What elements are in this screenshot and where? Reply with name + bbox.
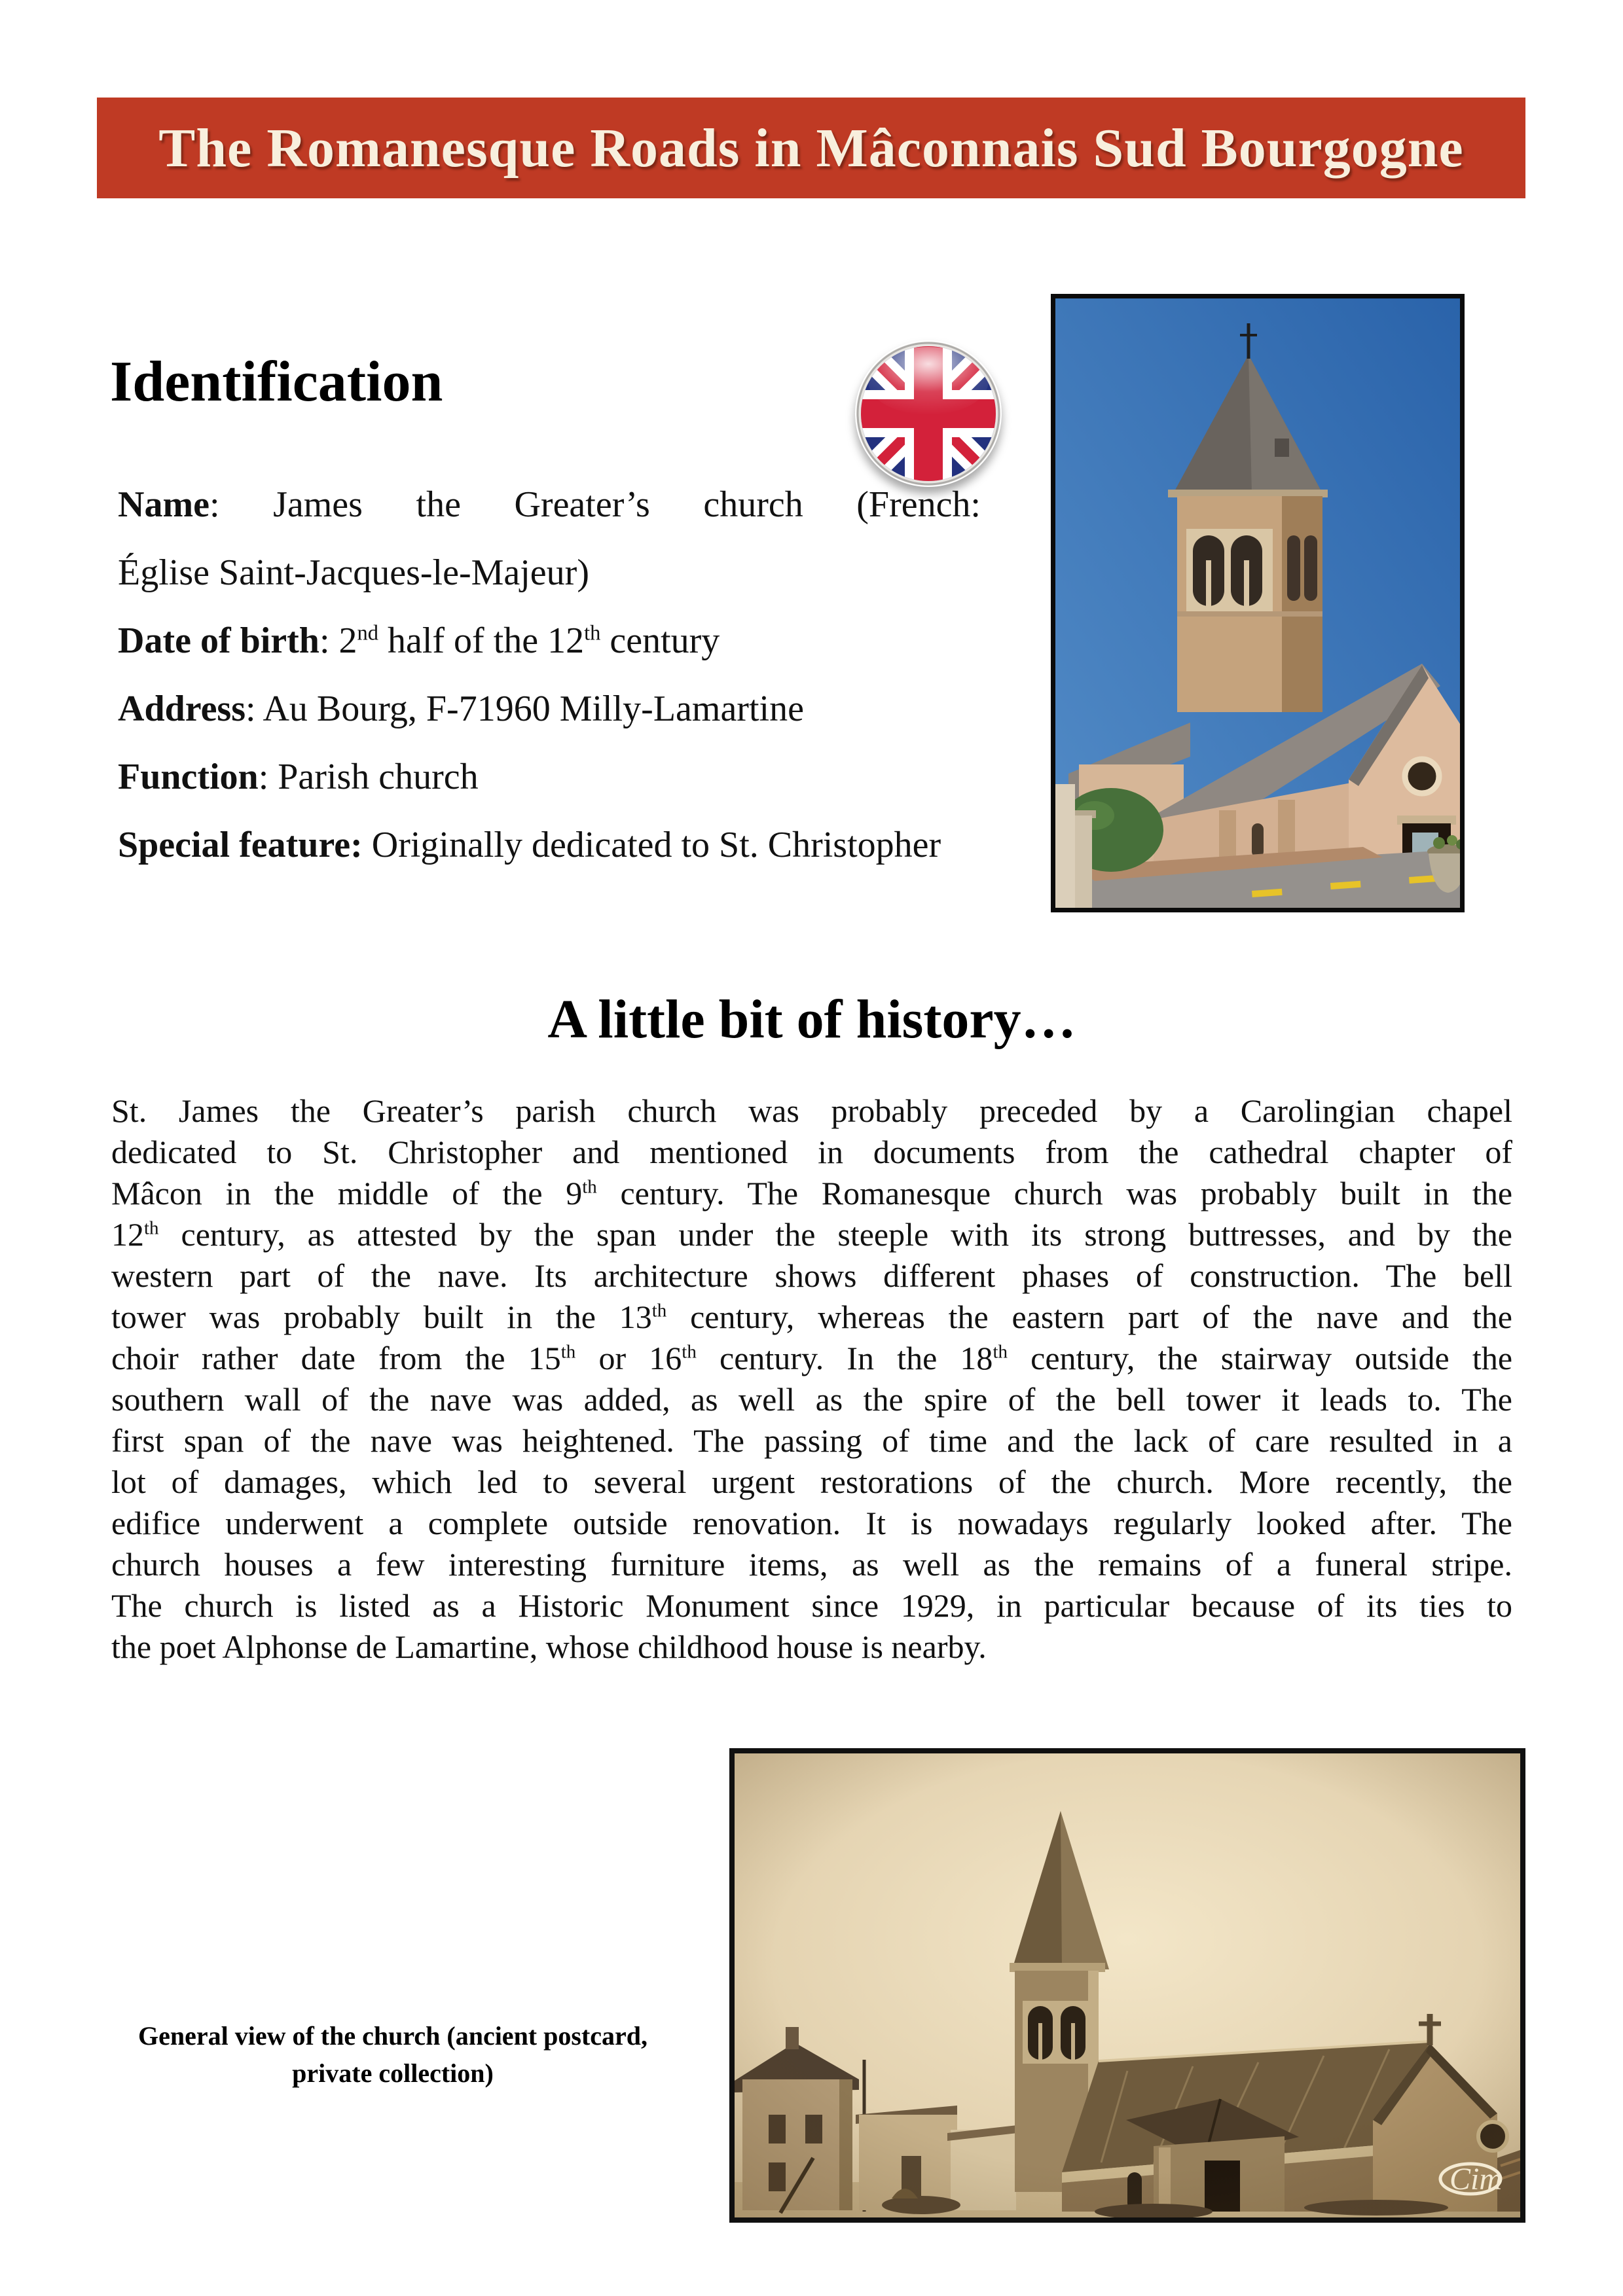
identification-line: Date of birth: 2nd half of the 12th century bbox=[118, 620, 720, 661]
history-heading: A little bit of history… bbox=[547, 989, 1076, 1050]
history-line: western part of the nave. Its architecture shows different phases of construction. The bell bbox=[111, 1257, 1512, 1294]
postcard-caption bbox=[98, 2017, 687, 2092]
identification-line: Special feature: Originally dedicated to St. Christopher bbox=[118, 825, 941, 865]
history-paragraph bbox=[111, 1090, 1512, 1668]
postcard-graphic bbox=[735, 1753, 1520, 2217]
caption-line: General view of the church (ancient postcard, bbox=[137, 2021, 648, 2051]
uk-flag-icon bbox=[855, 340, 1002, 487]
banner bbox=[97, 98, 1525, 198]
church-photo-graphic bbox=[1055, 298, 1460, 908]
postcard-photo bbox=[729, 1748, 1525, 2223]
history-line: edifice underwent a complete outside renovation. It is nowadays regularly looked after. The bbox=[111, 1505, 1512, 1541]
identification-line: Function: Parish church bbox=[118, 757, 479, 797]
history-line: lot of damages, which led to several urgent restorations of the church. More recently, the bbox=[111, 1463, 1512, 1500]
identification-list bbox=[118, 471, 981, 879]
uk-flag-graphic bbox=[855, 340, 1002, 487]
identification-heading: Identification bbox=[110, 350, 443, 414]
church-photo bbox=[1051, 294, 1465, 912]
identification-line: Église Saint-Jacques-le-Majeur) bbox=[118, 552, 589, 593]
history-line: southern wall of the nave was added, as well as the spire of the bell tower it leads to. The bbox=[111, 1381, 1512, 1418]
history-line: first span of the nave was heightened. The passing of time and the lack of care resulted in a bbox=[111, 1422, 1512, 1459]
banner-title: The Romanesque Roads in Mâconnais Sud Bourgogne bbox=[158, 117, 1464, 179]
cim-signature-text: Cim bbox=[1450, 2162, 1503, 2197]
history-line: Mâcon in the middle of the 9th century. The Romanesque church was probably built in the bbox=[111, 1175, 1513, 1211]
history-line: choir rather date from the 15th or 16th century. In the 18th century, the stairway outside the bbox=[111, 1340, 1513, 1376]
history-line: the poet Alphonse de Lamartine, whose childhood house is nearby. bbox=[111, 1628, 987, 1665]
history-line: dedicated to St. Christopher and mentioned in documents from the cathedral chapter of bbox=[111, 1134, 1512, 1170]
history-line: tower was probably built in the 13th century, whereas the eastern part of the nave and the bbox=[111, 1299, 1512, 1335]
history-line: church houses a few interesting furniture items, as well as the remains of a funeral stripe. bbox=[111, 1546, 1512, 1583]
history-line: St. James the Greater’s parish church was probably preceded by a Carolingian chapel bbox=[111, 1092, 1512, 1129]
caption-line: private collection) bbox=[292, 2058, 494, 2088]
identification-line: Name: James the Greater’s church (French: bbox=[118, 484, 981, 525]
history-line: The church is listed as a Historic Monument since 1929, in particular because of its ties to bbox=[111, 1587, 1512, 1624]
identification-line: Address: Au Bourg, F-71960 Milly-Lamartine bbox=[118, 689, 804, 729]
history-line: 12th century, as attested by the span under the steeple with its strong buttresses, and by the bbox=[111, 1216, 1512, 1253]
cim-signature bbox=[1440, 2162, 1502, 2197]
